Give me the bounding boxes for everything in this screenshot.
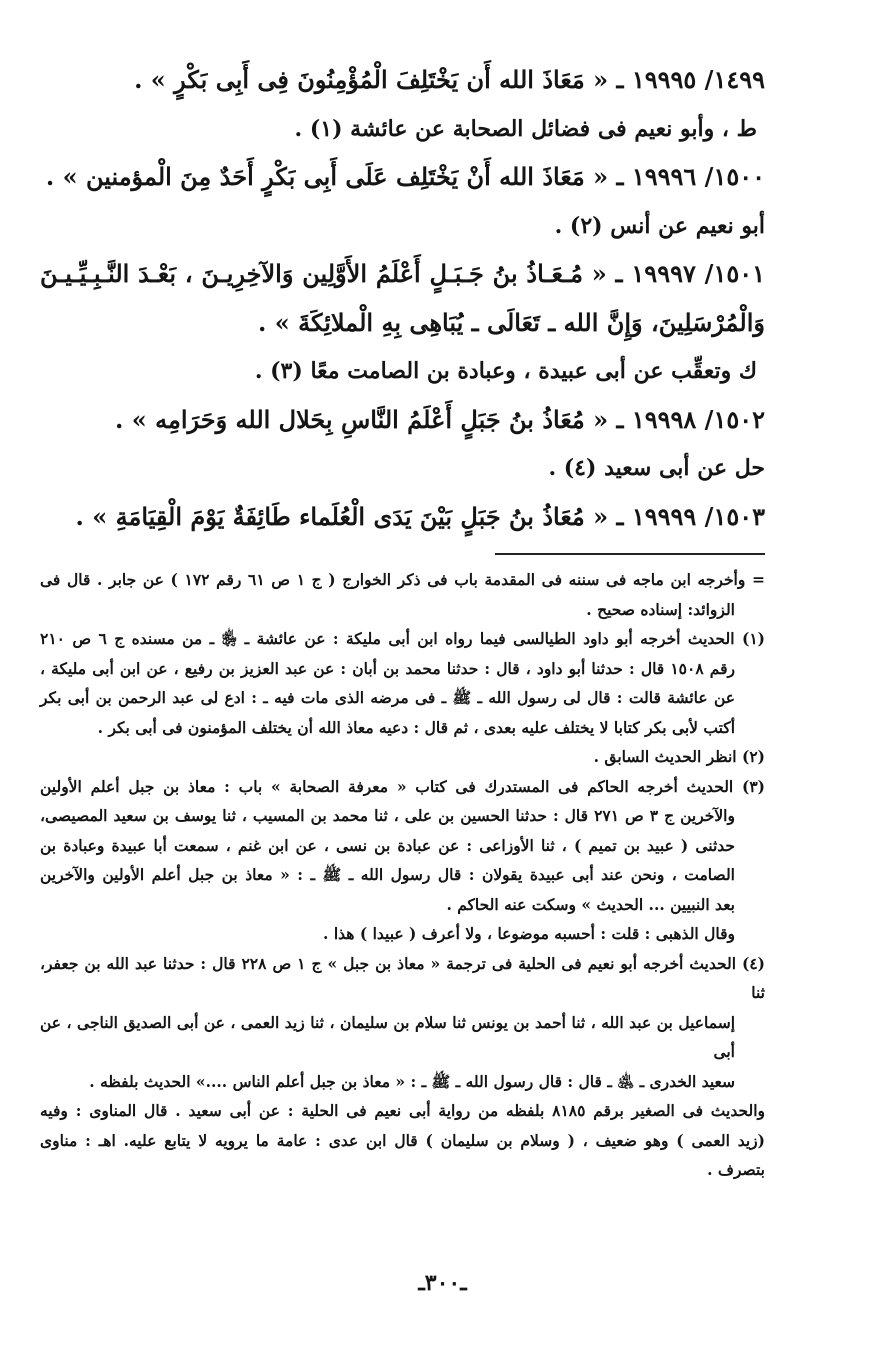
hadith-1500: ١٥٠٠/ ١٩٩٩٦ ـ « مَعَاذَ الله أَنْ يَخْتَلِف عَلَى أَبِى بَكْرٍ أَحَدٌ مِنَ الْمؤمنين » . (45, 162, 765, 191)
footnote-4 (40, 949, 765, 1185)
footnote-2 (40, 742, 765, 772)
footnote-line: إسماعيل بن عبد الله ، ثنا أحمد بن يونس ثنا سلام بن سليمان ، ثنا زيد العمى ، عن أبى الصديق الناجى ، عن أبى (40, 1012, 735, 1061)
hadith-1499: ١٤٩٩/ ١٩٩٩٥ ـ « مَعَاذَ الله أَن يَخْتَلِفَ الْمُؤْمِنُونَ فِى أَبِى بَكْرٍ » . (134, 65, 765, 94)
footnote-line: (٤) الحديث أخرجه أبو نعيم فى الحلية فى ترجمة « معاذ بن جبل » ج ١ ص ٢٢٨ قال : حدثنا عبد الله بن جعفر، ثنا (40, 953, 766, 1002)
footnote-line: الصامت ، ونحن عند أبى عبيدة يقولان : قال رسول الله ـ ﷺ ـ : « معاذ بن جبل أعلم الأولين والآخرين (40, 865, 735, 884)
footnote-line: (٢) انظر الحديث السابق . (593, 747, 765, 766)
footnote-line: حدثنى ( عبيد بن تميم ) ، ثنا الأوزاعى : عن عبادة بن نسى ، عن ابن غنم ، سمعت أبا عبيدة وعبادة بن (40, 835, 735, 855)
page-number: ـ٣٠٠ـ (418, 1270, 467, 1296)
footnote-line: رقم ١٥٠٨ قال : حدثنا أبو داود ، قال : حدثنا محمد بن أبان : عن عبد العزيز بن رفيع ، عن ابن أبى مليكة ، (40, 658, 735, 678)
hadith-1501-source: ك وتعقِّب عن أبى عبيدة ، وعبادة بن الصامت معًا (٣) . (254, 358, 757, 384)
footnote-line: بعد النبيين ... الحديث » وسكت عنه الحاكم . (446, 894, 735, 914)
hadith-1499-source: ط ، وأبو نعيم فى فضائل الصحابة عن عائشة (١) . (294, 115, 757, 142)
footnote-line: (زيد العمى ) وهو ضعيف ، ( وسلام بن سليمان ) قال ابن عدى : عامة ما يرويه لا يتابع عليه. اهـ : مناوى (40, 1130, 765, 1150)
main-text (40, 56, 765, 541)
footnote-line: (٣) الحديث أخرجه الحاكم فى المستدرك فى كتاب « معرفة الصحابة » باب : معاذ بن جبل أعلم الأولين (40, 776, 765, 796)
footnote-line: = وأخرجه ابن ماجه فى سننه فى المقدمة باب فى ذكر الخوارج ( ج ١ ص ٦١ رقم ١٧٢ ) عن جابر . قال فى (40, 570, 765, 589)
hadith-1500-source: أبو نعيم عن أنس (٢) . (554, 212, 765, 239)
hadith-1501: ١٥٠١/ ١٩٩٩٧ ـ « مُـعَـاذُ بنُ جَـبَـلٍ أَعْلَمُ الأَوَّلِين وَالآخِرِيـنَ ، بَعْـدَ النَّـبِـيِّـيـنَ (40, 259, 766, 288)
footnote-line: بتصرف . (707, 1160, 765, 1179)
footnote-line: أكتب لأبى بكر كتابا لا يختلف عليه بعدى ، ثم قال : دعيه معاذ الله أن يختلف المؤمنون فى أبى بكر . (97, 717, 735, 737)
hadith-1501-continued: وَالْمُرْسَلِينَ، وَإِنَّ الله ـ تَعَالَى ـ يُبَاهِى بِهِ الْملائِكَةَ » . (258, 307, 765, 337)
footnote-continued (40, 565, 765, 624)
footnote-3 (40, 772, 765, 949)
footnote-line: (١) الحديث أخرجه أبو داود الطيالسى فيما رواه ابن أبى مليكة : عن عائشة ـ ﵂ ـ من مسنده ج ٦ ص ٢١٠ (40, 629, 765, 648)
footnote-line: والآخرين ج ٣ ص ٢٧١ قال : حدثنا الحسين بن على ، ثنا محمد بن المسيب ، ثنا يوسف بن سعيد المصيصى، (40, 806, 735, 825)
footnote-line: الزوائد: إسناده صحيح . (586, 599, 735, 619)
hadith-1502: ١٥٠٢/ ١٩٩٩٨ ـ « مُعَاذُ بنُ جَبَلٍ أَعْلَمُ النَّاسِ بِحَلال الله وَحَرَامِه » . (115, 404, 765, 434)
hadith-1502-source: حل عن أبى سعيد (٤) . (548, 455, 765, 481)
footnote-line: والحديث فى الصغير برقم ٨١٨٥ بلفظه من رواية أبى نعيم فى الحلية : عن أبى سعيد . قال المناوى : وفيه (40, 1101, 765, 1120)
footnote-divider (495, 553, 765, 555)
footnotes (40, 565, 765, 1185)
footnote-1 (40, 624, 765, 742)
hadith-1503: ١٥٠٣/ ١٩٩٩٩ ـ « مُعَاذُ بنُ جَبَلٍ بَيْنَ يَدَى الْعُلَماء طَائِفَةٌ يَوْمَ الْقِيَامَةِ » . (75, 501, 765, 531)
footnote-line: عن عائشة قالت : قال لى رسول الله ـ ﷺ ـ فى مرضه الذى مات فيه ـ : ادع لى عبد الرحمن بن أبى بكر (40, 688, 735, 707)
footnote-line: وقال الذهبى : قلت : أحسبه موضوعا ، ولا أعرف ( عبيدا ) هذا . (323, 924, 735, 943)
footnote-line: سعيد الخدرى ـ ﵁ ـ قال : قال رسول الله ـ ﷺ ـ : « معاذ بن جبل أعلم الناس ....» الحديث بلفظه . (89, 1071, 735, 1091)
